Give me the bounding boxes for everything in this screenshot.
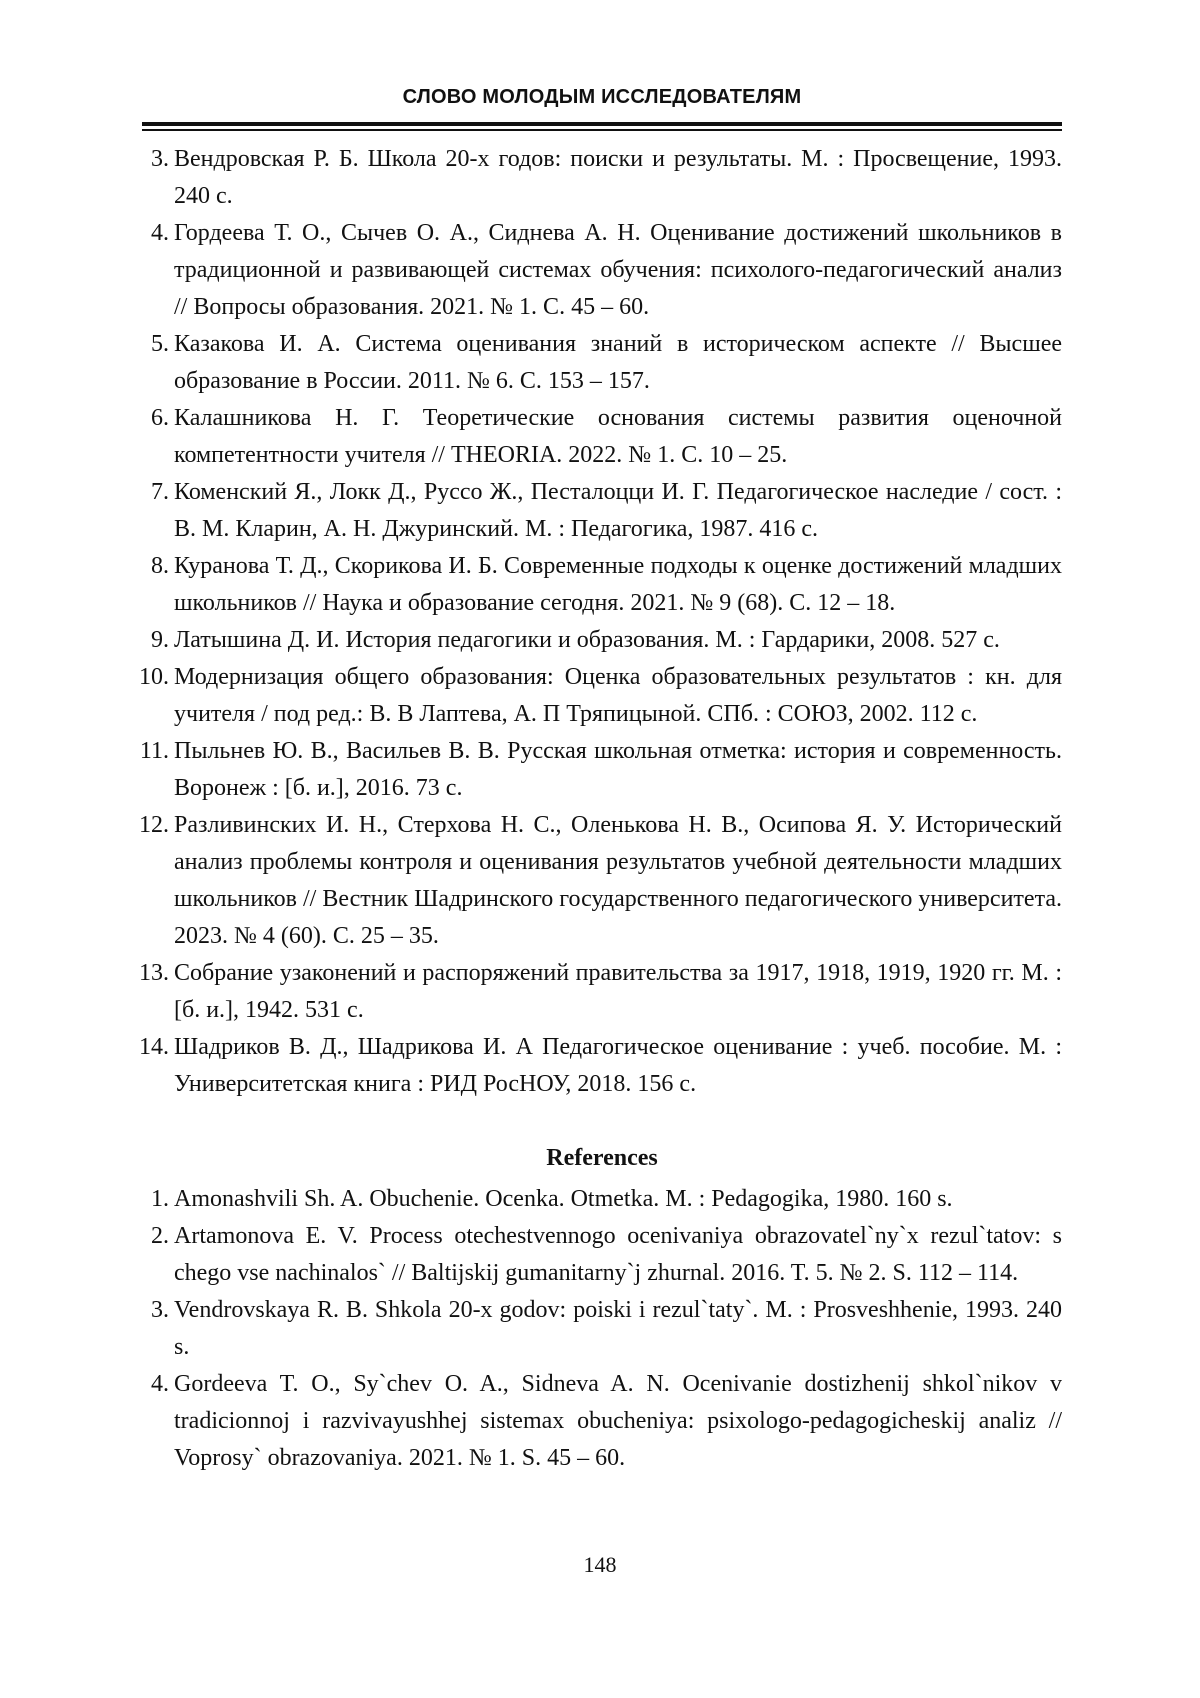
reference-number: 5. bbox=[151, 331, 169, 357]
reference-number: 4. bbox=[151, 220, 169, 246]
reference-text: Казакова И. А. Система оценивания знаний в историческом аспекте // Высшее образование в России. 2011. № 6. С. 153 – 157. bbox=[174, 331, 1062, 394]
reference-text: Пыльнев Ю. В., Васильев В. В. Русская школьная отметка: история и современность. Воронеж : [б. и.], 2016. 73 с. bbox=[174, 738, 1062, 801]
russian-reference-list bbox=[128, 141, 1062, 1103]
header-rule-thin bbox=[142, 129, 1062, 131]
references-heading: References bbox=[546, 1145, 658, 1171]
reference-item bbox=[128, 622, 1062, 659]
reference-number: 8. bbox=[151, 553, 169, 579]
reference-text: Собрание узаконений и распоряжений правительства за 1917, 1918, 1919, 1920 гг. М. : [б. и.], 1942. 531 с. bbox=[174, 960, 1062, 1023]
reference-number: 11. bbox=[139, 738, 169, 764]
reference-item bbox=[128, 659, 1062, 733]
reference-text: Разливинских И. Н., Стерхова Н. С., Оленькова Н. В., Осипова Я. У. Исторический анализ проблемы контроля и оценивания результатов учебной деятельности младших школьников // Вестник Шадринского государственного педагогического университета. 2023. № 4 (60). С. 25 – 35. bbox=[174, 812, 1062, 949]
bibliography bbox=[128, 141, 1062, 1477]
reference-item bbox=[128, 807, 1062, 955]
english-reference-list bbox=[128, 1181, 1062, 1477]
reference-number: 6. bbox=[151, 405, 169, 431]
reference-text: Гордеева Т. О., Сычев О. А., Сиднева А. Н. Оценивание достижений школьников в традиционной и развивающей системах обучения: психолого-педагогический анализ // Вопросы образования. 2021. № 1. С. 45 – 60. bbox=[174, 220, 1062, 320]
reference-text: Шадриков В. Д., Шадрикова И. А Педагогическое оценивание : учеб. пособие. М. : Университетская книга : РИД РосНОУ, 2018. 156 с. bbox=[174, 1034, 1062, 1097]
reference-number: 14. bbox=[139, 1034, 169, 1060]
page-number: 148 bbox=[583, 1552, 617, 1577]
reference-text: Gordeeva T. O., Sy`chev O. A., Sidneva A. N. Ocenivanie dostizhenij shkol`nikov v tradicionnoj i razvivayushhej sistemax obucheniya: psixologo-pedagogicheskij analiz // Voprosy` obrazovaniya. 2021. № 1. S. 45 – 60. bbox=[174, 1371, 1062, 1471]
reference-text: Коменский Я., Локк Д., Руссо Ж., Песталоцци И. Г. Педагогическое наследие / сост. : В. М. Кларин, А. Н. Джуринский. М. : Педагогика, 1987. 416 с. bbox=[174, 479, 1062, 542]
reference-number: 3. bbox=[151, 1297, 169, 1323]
reference-text: Куранова Т. Д., Скорикова И. Б. Современные подходы к оценке достижений младших школьников // Наука и образование сегодня. 2021. № 9 (68). С. 12 – 18. bbox=[174, 553, 1062, 616]
reference-item bbox=[128, 1181, 1062, 1218]
reference-item bbox=[128, 326, 1062, 400]
header-rule-thick bbox=[142, 122, 1062, 126]
reference-item bbox=[128, 548, 1062, 622]
reference-item bbox=[128, 733, 1062, 807]
reference-text: Модернизация общего образования: Оценка образовательных результатов : кн. для учителя / под ред.: В. В Лаптева, А. П Тряпицыной. СПб. : СОЮЗ, 2002. 112 с. bbox=[174, 664, 1062, 727]
reference-item bbox=[128, 1292, 1062, 1366]
reference-number: 13. bbox=[139, 960, 169, 986]
reference-item bbox=[128, 1029, 1062, 1103]
reference-number: 4. bbox=[151, 1371, 169, 1397]
reference-item bbox=[128, 1218, 1062, 1292]
reference-text: Вендровская Р. Б. Школа 20-х годов: поиски и результаты. М. : Просвещение, 1993. 240 с. bbox=[174, 146, 1062, 209]
reference-number: 1. bbox=[151, 1186, 169, 1212]
reference-number: 2. bbox=[151, 1223, 169, 1249]
reference-text: Латышина Д. И. История педагогики и образования. М. : Гардарики, 2008. 527 с. bbox=[174, 627, 1000, 653]
reference-item bbox=[128, 1366, 1062, 1477]
reference-item bbox=[128, 474, 1062, 548]
reference-number: 10. bbox=[139, 664, 169, 690]
reference-number: 9. bbox=[151, 627, 169, 653]
reference-item bbox=[128, 955, 1062, 1029]
reference-number: 12. bbox=[139, 812, 169, 838]
reference-item bbox=[128, 215, 1062, 326]
reference-text: Vendrovskaya R. B. Shkola 20-x godov: poiski i rezul`taty`. M. : Prosveshhenie, 1993. 240 s. bbox=[174, 1297, 1062, 1360]
reference-text: Amonashvili Sh. A. Obuchenie. Ocenka. Otmetka. M. : Pedagogika, 1980. 160 s. bbox=[174, 1186, 953, 1212]
reference-text: Artamonova E. V. Process otechestvennogo ocenivaniya obrazovatel`ny`x rezul`tatov: s chego vse nachinalos` // Baltijskij gumanitarny`j zhurnal. 2016. T. 5. № 2. S. 112 – 114. bbox=[174, 1223, 1062, 1286]
running-head: СЛОВО МОЛОДЫМ ИССЛЕДОВАТЕЛЯМ bbox=[402, 86, 802, 108]
reference-item bbox=[128, 400, 1062, 474]
reference-number: 3. bbox=[151, 146, 169, 172]
reference-item bbox=[128, 141, 1062, 215]
reference-number: 7. bbox=[151, 479, 169, 505]
reference-text: Калашникова Н. Г. Теоретические основания системы развития оценочной компетентности учителя // THEORIA. 2022. № 1. С. 10 – 25. bbox=[174, 405, 1062, 468]
